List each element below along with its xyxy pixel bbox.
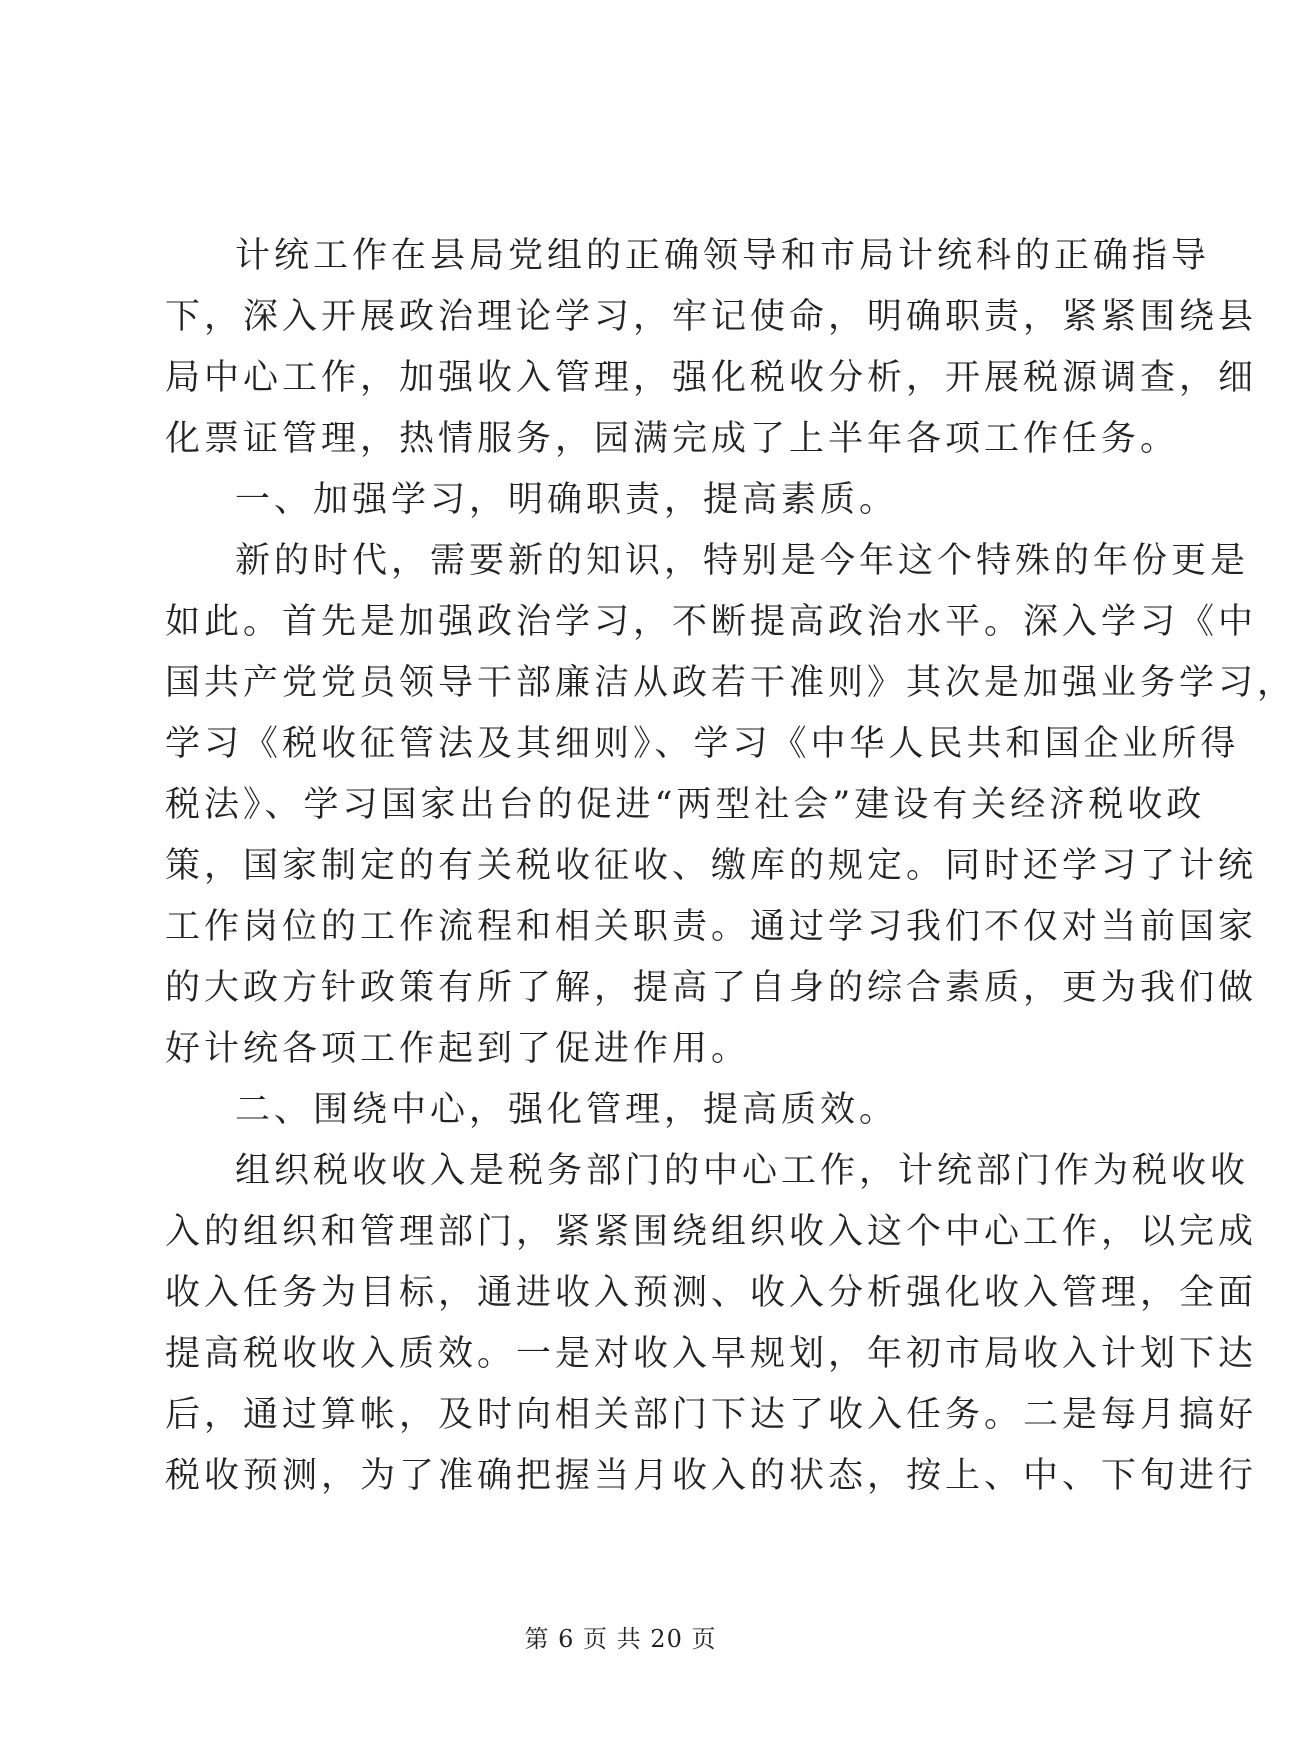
paragraph xyxy=(165,1080,1085,1141)
paragraph xyxy=(165,531,1296,1080)
text-line: 入的组织和管理部门，紧紧围绕组织收入这个中心工作，以完成 xyxy=(165,1212,1258,1252)
text-line: 二、围绕中心，强化管理，提高质效。 xyxy=(235,1090,899,1130)
document-body xyxy=(165,226,1296,1507)
text-line: 计统工作在县局党组的正确领导和市局计统科的正确指导 xyxy=(235,236,1211,276)
text-line: 收入任务为目标，通进收入预测、收入分析强化收入管理，全面 xyxy=(165,1273,1258,1313)
paragraph xyxy=(165,226,1258,470)
text-line: 化票证管理，热情服务，园满完成了上半年各项工作任务。 xyxy=(165,419,1180,459)
paragraph xyxy=(165,470,1085,531)
text-line: 组织税收收入是税务部门的中心工作，计统部门作为税收收 xyxy=(235,1151,1250,1191)
text-line: 后，通过算帐，及时向相关部门下达了收入任务。二是每月搞好 xyxy=(165,1395,1258,1435)
text-line: 学习《税收征管法及其细则》、学习《中华人民共和国企业所得 xyxy=(165,724,1240,764)
text-line: 税收预测，为了准确把握当月收入的状态，按上、中、下旬进行 xyxy=(165,1456,1258,1496)
text-line: 一、加强学习，明确职责，提高素质。 xyxy=(235,480,899,520)
paragraph xyxy=(165,1141,1258,1507)
page-footer: 第 6 页 共 20 页 xyxy=(524,1625,717,1653)
text-line: 下，深入开展政治理论学习，牢记使命，明确职责，紧紧围绕县 xyxy=(165,297,1258,337)
text-line: 工作岗位的工作流程和相关职责。通过学习我们不仅对当前国家 xyxy=(165,907,1258,947)
text-line: 局中心工作，加强收入管理，强化税收分析，开展税源调查，细 xyxy=(165,358,1258,398)
text-line: 如此。首先是加强政治学习，不断提高政治水平。深入学习《中 xyxy=(165,602,1258,642)
text-line: 国共产党党员领导干部廉洁从政若干准则》其次是加强业务学习， xyxy=(165,663,1296,703)
text-line: 好计统各项工作起到了促进作用。 xyxy=(165,1029,751,1069)
text-line: 新的时代，需要新的知识，特别是今年这个特殊的年份更是 xyxy=(235,541,1250,581)
text-line: 的大政方针政策有所了解，提高了自身的综合素质，更为我们做 xyxy=(165,968,1258,1008)
text-line: 税法》、学习国家出台的促进“两型社会”建设有关经济税收政 xyxy=(165,785,1206,825)
text-line: 策，国家制定的有关税收征收、缴库的规定。同时还学习了计统 xyxy=(165,846,1258,886)
text-line: 提高税收收入质效。一是对收入早规划，年初市局收入计划下达 xyxy=(165,1334,1258,1374)
